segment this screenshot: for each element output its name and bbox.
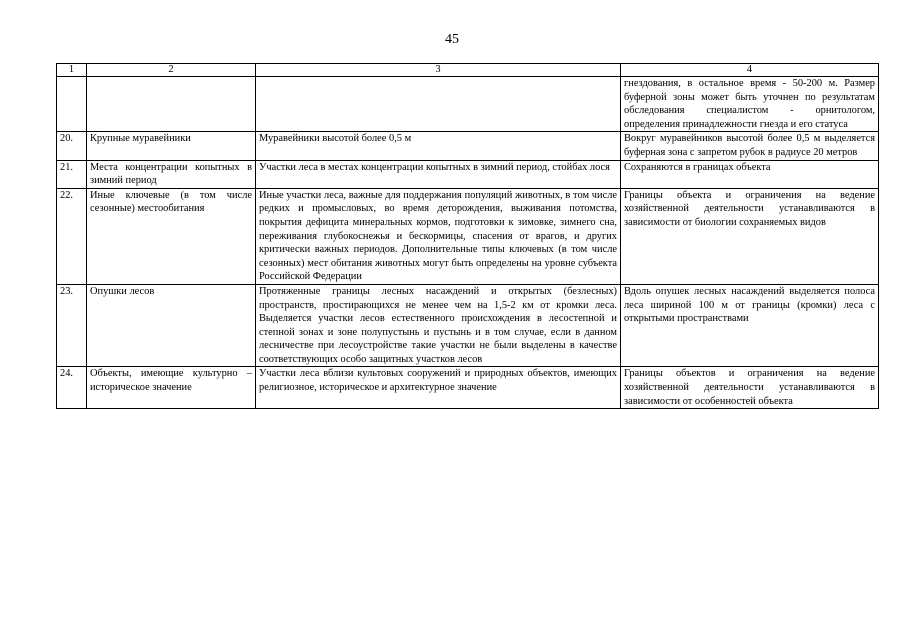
table-header <box>57 64 879 77</box>
object-name: Крупные муравейники <box>87 132 256 160</box>
table-row <box>57 132 879 160</box>
header-col-2: 2 <box>87 64 256 77</box>
row-number: 23. <box>57 284 87 367</box>
table-row <box>57 284 879 367</box>
header-col-4: 4 <box>621 64 879 77</box>
table-row <box>57 77 879 132</box>
object-name: Опушки лесов <box>87 284 256 367</box>
object-name: Места концентрации копытных в зимний период <box>87 160 256 188</box>
row-number <box>57 77 87 132</box>
table-row <box>57 160 879 188</box>
object-description: Участки леса в местах концентрации копытных в зимний период, стойбах лося <box>256 160 621 188</box>
header-row <box>57 64 879 77</box>
object-measures: Вокруг муравейников высотой более 0,5 м выделяется буферная зона с запретом рубок в радиусе 20 метров <box>621 132 879 160</box>
table-row <box>57 188 879 284</box>
table-body <box>57 77 879 409</box>
header-col-1: 1 <box>57 64 87 77</box>
row-number: 20. <box>57 132 87 160</box>
object-measures: Границы объекта и ограничения на ведение хозяйственной деятельности устанавливаются в зависимости от биологии сохраняемых видов <box>621 188 879 284</box>
object-measures: Границы объектов и ограничения на ведение хозяйственной деятельности устанавливаются в зависимости от особенностей объекта <box>621 367 879 409</box>
row-number: 21. <box>57 160 87 188</box>
object-name: Иные ключевые (в том числе сезонные) местообитания <box>87 188 256 284</box>
page-number: 45 <box>445 32 459 47</box>
row-number: 22. <box>57 188 87 284</box>
table-row <box>57 367 879 409</box>
row-number: 24. <box>57 367 87 409</box>
object-description: Участки леса вблизи культовых сооружений и природных объектов, имеющих религиозное, историческое и архитектурное значение <box>256 367 621 409</box>
object-description: Иные участки леса, важные для поддержания популяций животных, в том числе редких и промысловых, во время деторождения, выживания потомства, покрытия дефицита минеральных кормов, подготовки к зимовке, зимнего сна, переживания глубокоснежья и бескормицы, спасения от врагов, и других критически важных периодов. Дополнительные типы ключевых (в том числе сезонных) мест обитания животных могут быть определены на уровне субъекта Российской Федерации <box>256 188 621 284</box>
object-description <box>256 77 621 132</box>
object-name: Объекты, имеющие культурно – историческое значение <box>87 367 256 409</box>
header-col-3: 3 <box>256 64 621 77</box>
object-description: Муравейники высотой более 0,5 м <box>256 132 621 160</box>
object-measures: Сохраняются в границах объекта <box>621 160 879 188</box>
object-description: Протяженные границы лесных насаждений и открытых (безлесных) пространств, простирающихся не менее чем на 1,5-2 км от кромки леса. Выделяется участки лесов естественного происхождения в лесостепной и степной зонах и зоне полупустынь и пустынь и в том случае, если в данном лесничестве при лесоустройстве такие участки не были выделены в качестве соответствующих особо защитных участков лесов <box>256 284 621 367</box>
object-name <box>87 77 256 132</box>
object-measures: гнездования, в остальное время - 50-200 м. Размер буферной зоны может быть уточнен по результатам обследования специалистом - орнитологом, определения принадлежности гнезда и его статуса <box>621 77 879 132</box>
document-table <box>56 63 879 409</box>
object-measures: Вдоль опушек лесных насаждений выделяется полоса леса шириной 100 м от границы (кромки) леса с открытыми пространствами <box>621 284 879 367</box>
